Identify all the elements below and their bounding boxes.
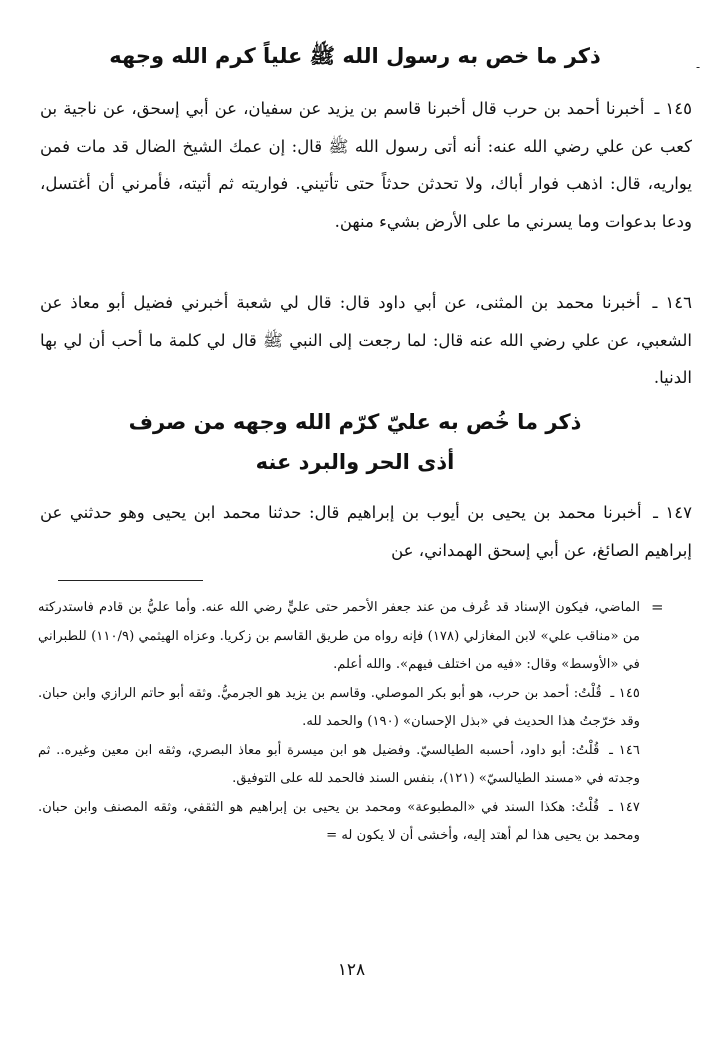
footnote-145 [38,680,640,737]
footnote-number: ١٤٦ ـ [609,742,640,758]
section-heading-2 [60,402,650,482]
footnote-text: الماضي، فيكون الإسناد قد عُرف من عند جعفر الأحمر حتى عليٍّ رضي الله عنه. وأما عليُّ بن قادم فاستدركته من «مناقب علي» لابن المغازلي (١٧٨) فإنه رواه من طريق القاسم بن زكريا. وعزاه الهيثمي (١١٠/٩) للطبراني في «الأوسط» وقال: «فيه من اختلف فيهم». والله أعلم. [38,600,641,672]
footnote-text: أحمد بن حرب، هو أبو بكر الموصلي. وقاسم بن يزيد هو الجرميُّ. وثقه أبو حاتم الرازي وابن حبان. وقد خرّجتُ هذا الحديث في «بذل الإحسان» (١٩٠) والحمد لله. [38,685,640,729]
hadith-number: ١٤٧ ـ [653,503,692,522]
footnote-qult: قُلْتُ: [571,799,600,815]
hadith-number: ١٤٦ ـ [652,293,692,312]
section-heading-2-line2: أذى الحر والبرد عنه [255,450,455,474]
footnote-qult: قُلْتُ: [573,685,602,701]
margin-mark: - [696,60,701,74]
page-number: ١٢٨ [337,960,366,980]
continuation-marker: = [651,598,664,616]
footnote-continued [38,594,640,680]
footnotes [38,594,640,851]
footnote-number: ١٤٥ ـ [610,685,640,701]
hadith-text: أخبرنا محمد بن المثنى، عن أبي داود قال: قال لي شعبة أخبرني فضيل أبو معاذ عن الشعبي، عن علي رضي الله عنه قال: لما رجعت إلى النبي ﷺ قال لي كلمة ما أحب أن لي بها الدنيا. [40,293,692,387]
footnote-147 [38,794,640,851]
hadith-text: أخبرنا أحمد بن حرب قال أخبرنا قاسم بن يزيد عن سفيان، عن أبي إسحق، عن ناجية بن كعب عن علي رضي الله عنه: أنه أتى رسول الله ﷺ قال: إن عمك الشيخ الضال قد مات فمن يواريه، قال: اذهب فوار أباك، ولا تحدثن حدثاً حتى تأتيني. فواريته ثم أتيته، فأمرني أن أغتسل، ودعا بدعوات وما يسرني ما على الأرض بشيء منهن. [40,99,692,231]
hadith-text: أخبرنا محمد بن يحيى بن أيوب بن إبراهيم قال: حدثنا محمد ابن يحيى وهو حدثني عن إبراهيم الصائغ، عن أبي إسحق الهمداني، عن [40,503,692,560]
hadith-146 [40,284,692,397]
footnote-number: ١٤٧ ـ [609,799,640,815]
footnote-divider [58,580,203,581]
hadith-145 [40,90,692,240]
footnote-146 [38,737,640,794]
section-heading-1: ذكر ما خص به رسول الله ﷺ علياً كرم الله وجهه [109,44,601,68]
hadith-number: ١٤٥ ـ [654,99,692,118]
footnote-text: هكذا السند في «المطبوعة» ومحمد بن يحيى بن إبراهيم هو الثقفي، وثقه المصنف وابن حبان. ومحمد بن يحيى هذا لم أهتد إليه، وأخشى أن لا يكون له = [38,799,640,843]
hadith-147 [40,494,692,569]
footnote-text: أبو داود، أحسبه الطيالسيّ. وفضيل هو ابن ميسرة أبو معاذ البصري، وثقه ابن معين وغيره.. ثم وجدته في «مسند الطيالسيّ» (١٢١)، بنفس السند فالحمد لله على التوفيق. [38,742,640,786]
footnote-qult: قُلْتُ: [571,742,600,758]
section-heading-2-line1: ذكر ما خُص به عليّ كرّم الله وجهه من صرف [128,410,582,434]
